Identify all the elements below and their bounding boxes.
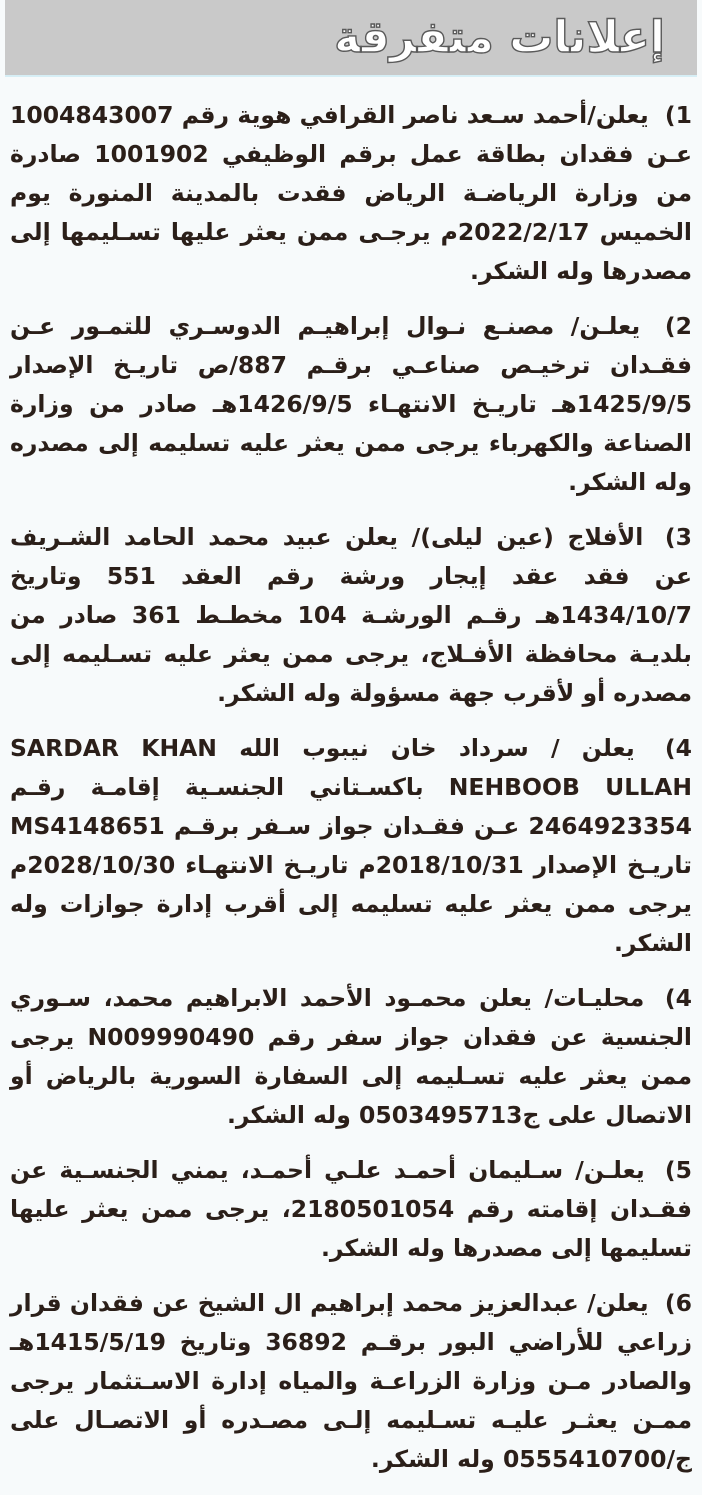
ad-item [0, 1151, 702, 1268]
ad-number: 4) [664, 984, 692, 1012]
ad-number: 5) [664, 1156, 692, 1184]
ad-number: 2) [664, 312, 692, 340]
ad-text: يعلن / سرداد خان نيبوب الله SARDAR KHAN NEHBOOB ULLAH باكسـتاني الجنسـية إقامـة رقـم 2464923354 عـن فقـدان جواز سـفر برقـم MS4148651 تاريـخ الإصدار 2018/10/31م تاريـخ الانتهـاء 2028/10/30م يرجى ممن يعثر عليه تسليمه إلى أقرب إدارة جوازات وله الشكر. [10, 734, 692, 957]
ad-number: 4) [664, 734, 692, 762]
ad-number: 6) [664, 1289, 692, 1317]
ad-item [0, 307, 702, 502]
section-title: إعلانات متفرقة [334, 12, 665, 63]
ad-text: يعلن/أحمد سـعد ناصر القرافي هوية رقم 1004843007 عـن فقدان بطاقة عمل برقم الوظيفي 1001902 صادرة من وزارة الرياضـة الرياض فقدت بالمدينة المنورة يوم الخميس 2022/2/17م يرجـى ممن يعثر عليها تسـليمها إلى مصدرها وله الشكر. [10, 101, 692, 285]
ad-item [0, 979, 702, 1135]
ad-text: يعلـن/ سـليمان أحمـد علـي أحمـد، يمني الجنسـية عن فقـدان إقامته رقم 2180501054، يرجى ممن يعثر عليها تسليمها إلى مصدرها وله الشكر. [10, 1156, 692, 1262]
ad-item [0, 96, 702, 291]
ad-item [0, 1284, 702, 1479]
ad-item [0, 518, 702, 713]
ad-number: 3) [664, 523, 693, 551]
ad-text: الأفلاج (عين ليلى)/ يعلن عبيد محمد الحامد الشـريف عن فقد عقد إيجار ورشة رقم العقد 551 وتاريخ 1434/10/7هـ رقـم الورشـة 104 مخطـط 361 صادر من بلديـة محافظة الأفـلاج، يرجى ممن يعثر عليه تسـليمه إلى مصدره أو لأقرب جهة مسؤولة وله الشكر. [10, 523, 692, 707]
classified-ads-list [0, 96, 702, 1495]
ad-number: 1) [664, 101, 692, 129]
ad-text: محليـات/ يعلن محمـود الأحمد الابراهيم محمد، سـوري الجنسية عن فقدان جواز سفر رقم N009990490 يرجى ممن يعثر عليه تسـليمه إلى السفارة السورية بالرياض أو الاتصال على ج0503495713 وله الشكر. [10, 984, 692, 1129]
section-header [5, 0, 697, 77]
ad-text: يعلـن/ مصنـع نـوال إبراهيـم الدوسـري للتمـور عـن فقـدان ترخيـص صناعـي برقـم 887/ص تاريـخ الإصدار 1425/9/5هـ تاريـخ الانتهـاء 1426/9/5هـ صادر من وزارة الصناعة والكهرباء يرجى ممن يعثر عليه تسليمه إلى مصدره وله الشكر. [10, 312, 692, 496]
ad-text: يعلن/ عبدالعزيز محمد إبراهيم ال الشيخ عن فقدان قرار زراعي للأراضي البور برقـم 36892 وتاريخ 1415/5/19هـ والصادر مـن وزارة الزراعـة والمياه إدارة الاسـتثمار يرجى ممـن يعثـر عليـه تسـليمه إلـى مصـدره أو الاتصـال على ج/0555410700 وله الشكر. [10, 1289, 692, 1473]
ad-item [0, 729, 702, 963]
